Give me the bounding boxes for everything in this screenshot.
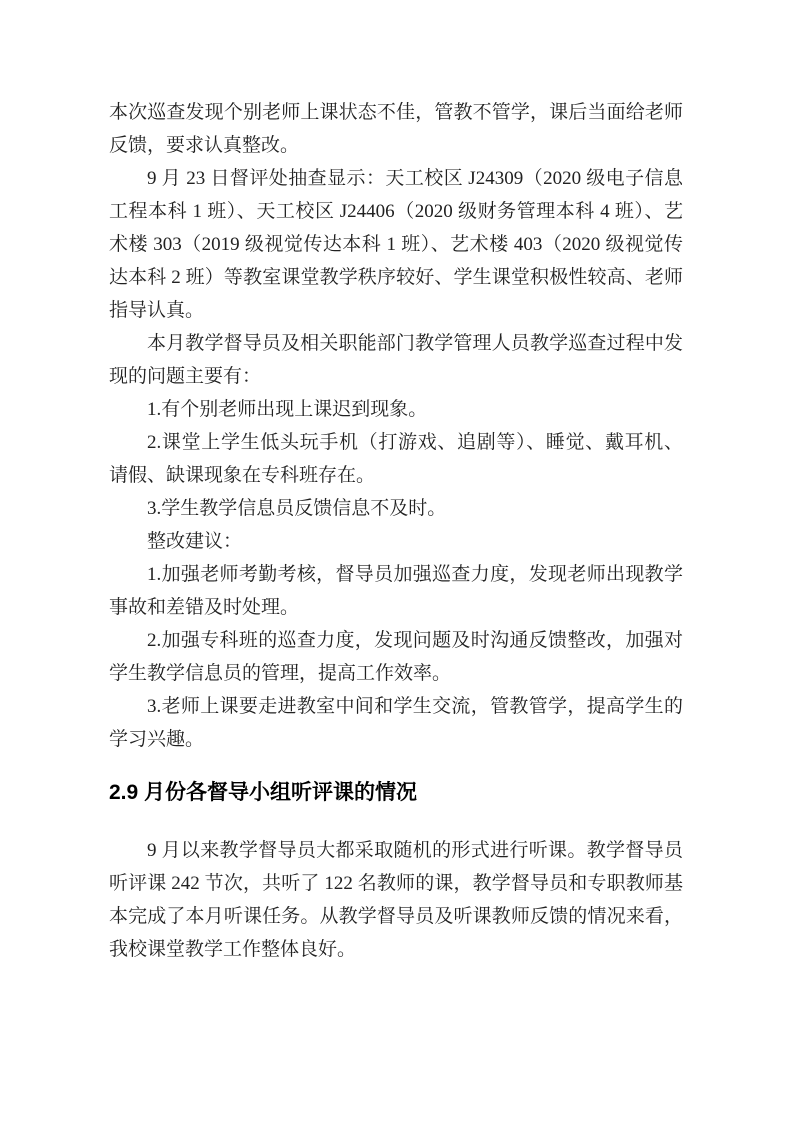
list-item: 3.学生教学信息员反馈信息不及时。 xyxy=(147,498,447,519)
section-heading: 2.9 月份各督导小组听评课的情况 xyxy=(109,781,418,804)
list-item: 1.有个别老师出现上课迟到现象。 xyxy=(147,399,428,420)
list-item: 2.加强专科班的巡查力度，发现问题及时沟通反馈整改，加强对学生教学信息员的管理，提高工作效率。 xyxy=(109,630,683,684)
paragraph: 本月教学督导员及相关职能部门教学管理人员教学巡查过程中发现的问题主要有： xyxy=(109,333,683,387)
paragraph: 整改建议： xyxy=(147,531,243,552)
list-item: 3.老师上课要走进教室中间和学生交流，管教管学，提高学生的学习兴趣。 xyxy=(109,696,683,750)
paragraph: 本次巡查发现个别老师上课状态不佳，管教不管学，课后当面给老师反馈，要求认真整改。 xyxy=(109,102,683,156)
list-item: 1.加强老师考勤考核，督导员加强巡查力度，发现老师出现教学事故和差错及时处理。 xyxy=(109,564,683,618)
paragraph: 9 月以来教学督导员大都采取随机的形式进行听课。教学督导员听评课 242 节次，共听了 122 名教师的课，教学督导员和专职教师基本完成了本月听课任务。从教学督导员及听课教师反馈的情况来看，我校课堂教学工作整体良好。 xyxy=(109,840,683,960)
list-item: 2.课堂上学生低头玩手机（打游戏、追剧等）、睡觉、戴耳机、请假、缺课现象在专科班存在。 xyxy=(109,432,683,486)
paragraph: 9 月 23 日督评处抽查显示：天工校区 J24309（2020 级电子信息工程本科 1 班）、天工校区 J24406（2020 级财务管理本科 4 班）、艺术楼 303（2019 级视觉传达本科 1 班）、艺术楼 403（2020 级视觉传达本科 2 班）等教室课堂教学秩序较好、学生课堂积极性较高、老师指导认真。 xyxy=(109,168,683,321)
